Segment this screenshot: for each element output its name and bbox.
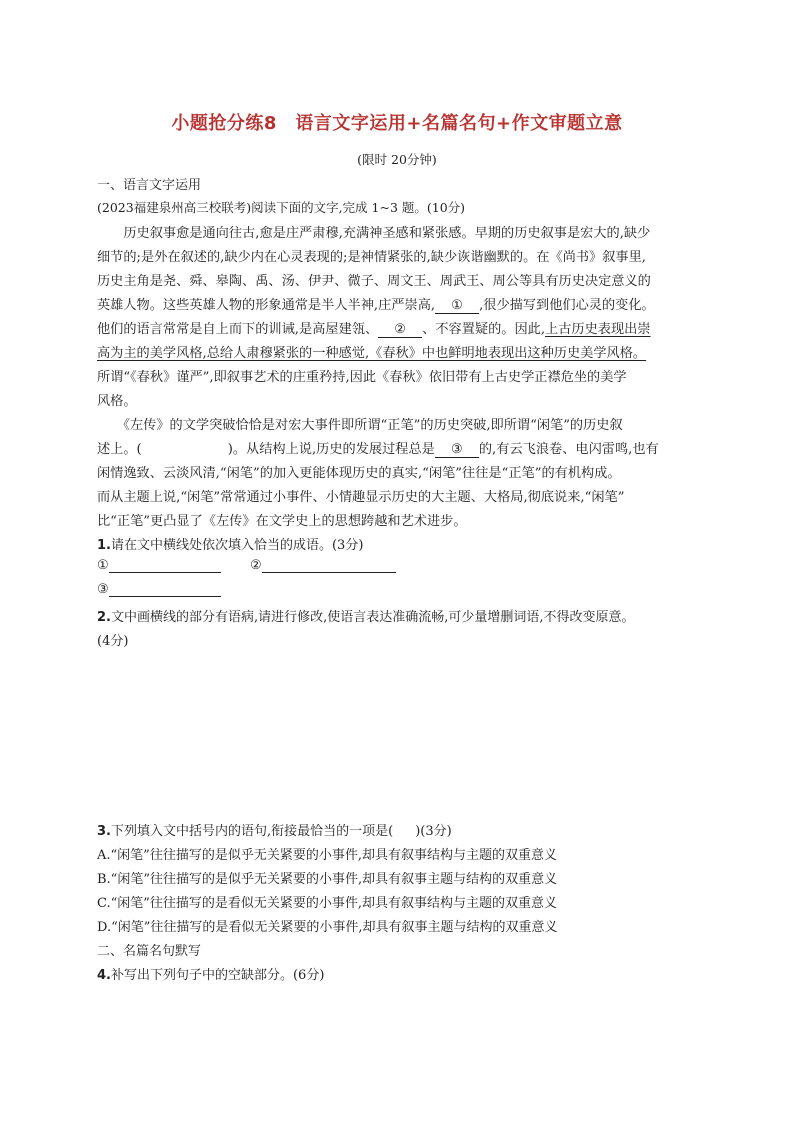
answer-marker: ② — [250, 558, 262, 573]
passage-text: )。从结构上说,历史的发展过程总是 — [227, 442, 435, 457]
underlined-sentence: 高为主的美学风格,总给人肃穆紧张的一种感觉,《春秋》中也鲜明地表现出这种历史美学风格。 — [97, 346, 647, 361]
source-line: (2023福建泉州高三校联考)阅读下面的文字,完成 1~3 题。(10分) — [97, 200, 466, 215]
question-number: 1. — [97, 538, 111, 553]
page-title: 小题抢分练8 语言文字运用+名篇名句+作文审题立意 — [171, 113, 623, 134]
passage-line: 闲情逸致、云淡风清,“闲笔”的加入更能体现历史的真实,“闲笔”往往是“正笔”的有机构成。 — [97, 466, 621, 481]
passage-text: 的,有云飞浪卷、电闪雷鸣,也有 — [478, 442, 659, 457]
question-text: 补写出下列句子中的空缺部分。(6分) — [110, 968, 325, 983]
answer-1[interactable] — [97, 558, 221, 573]
passage-line — [97, 294, 655, 314]
answer-2[interactable] — [250, 558, 396, 573]
underlined-sentence: 上古历史表现出崇 — [545, 322, 651, 337]
passage-line — [97, 438, 659, 458]
passage-line: 比“正笔”更凸显了《左传》在文学史上的思想跨越和艺术进步。 — [97, 514, 467, 529]
question-number: 2. — [97, 610, 111, 625]
fill-blank-2[interactable]: ② — [378, 322, 422, 338]
question-text: 请在文中横线处依次填入恰当的成语。(3分) — [110, 538, 364, 553]
passage-text: 英雄人物。这些英雄人物的形象通常是半人半神,庄严崇高, — [97, 298, 436, 313]
answer-line[interactable] — [109, 582, 221, 597]
passage-line: 历史主角是尧、舜、皋陶、禹、汤、伊尹、微子、周文王、周武王、周公等具有历史决定意义的 — [97, 274, 651, 289]
answer-line[interactable] — [109, 558, 221, 573]
answer-line[interactable] — [262, 558, 396, 573]
answer-marker: ③ — [97, 582, 109, 597]
passage-line: 风格。 — [97, 394, 137, 409]
passage-text: ,很少描写到他们心灵的变化。 — [479, 298, 655, 313]
option-a[interactable]: A.“闲笔”往往描写的是似乎无关紧要的小事件,却具有叙事结构与主题的双重意义 — [97, 848, 557, 863]
option-b[interactable]: B.“闲笔”往往描写的是似乎无关紧要的小事件,却具有叙事主题与结构的双重意义 — [97, 872, 558, 887]
question-1 — [97, 534, 363, 553]
answer-marker: ① — [97, 558, 109, 573]
passage-line: 历史叙事愈是通向往古,愈是庄严肃穆,充满神圣感和紧张感。早期的历史叙事是宏大的,缺少 — [97, 226, 651, 241]
fill-blank-3[interactable]: ③ — [435, 442, 479, 458]
question-text: 下列填入文中括号内的语句,衔接最恰当的一项是( — [110, 824, 394, 839]
fill-blank-1[interactable]: ① — [435, 298, 479, 314]
answer-3[interactable] — [97, 582, 221, 597]
passage-line: 细节的;是外在叙述的,缺少内在心灵表现的;是神情紧张的,缺少诙谐幽默的。在《尚书》叙事里, — [97, 250, 646, 265]
passage-line: 而从主题上说,“闲笔”常常通过小事件、小情趣显示历史的大主题、大格局,彻底说来,“闲笔” — [97, 490, 625, 505]
question-number: 3. — [97, 824, 111, 839]
passage-line: 《左传》的文学突破恰恰是对宏大事件即所谓“正笔”的历史突破,即所谓“闲笔”的历史叙 — [97, 418, 623, 433]
time-limit: (限时 20分钟) — [357, 152, 437, 167]
passage-line — [97, 318, 651, 338]
passage-line: 所谓“《春秋》谨严”,即叙事艺术的庄重矜持,因此《春秋》依旧带有上古史学正襟危坐的美学 — [97, 370, 627, 385]
passage-text: 他们的语言常常是自上而下的训诫,是高屋建瓴、 — [97, 322, 379, 337]
section-heading-quotes: 二、名篇名句默写 — [97, 944, 202, 959]
passage-text: 、不容置疑的。因此, — [422, 322, 546, 337]
option-c[interactable]: C.“闲笔”往往描写的是看似无关紧要的小事件,却具有叙事结构与主题的双重意义 — [97, 896, 558, 911]
question-4 — [97, 964, 324, 983]
passage-text: 述上。( — [97, 442, 142, 457]
section-heading-language: 一、语言文字运用 — [97, 178, 202, 193]
question-3 — [97, 820, 452, 839]
option-d[interactable]: D.“闲笔”往往描写的是看似无关紧要的小事件,却具有叙事主题与结构的双重意义 — [97, 920, 558, 935]
question-number: 4. — [97, 968, 111, 983]
question-text: )(3分) — [415, 824, 452, 839]
question-2-score: (4分) — [97, 634, 129, 649]
question-text: 文中画横线的部分有语病,请进行修改,使语言表达准确流畅,可少量增删词语,不得改变原意。 — [110, 610, 635, 625]
question-2 — [97, 606, 635, 625]
